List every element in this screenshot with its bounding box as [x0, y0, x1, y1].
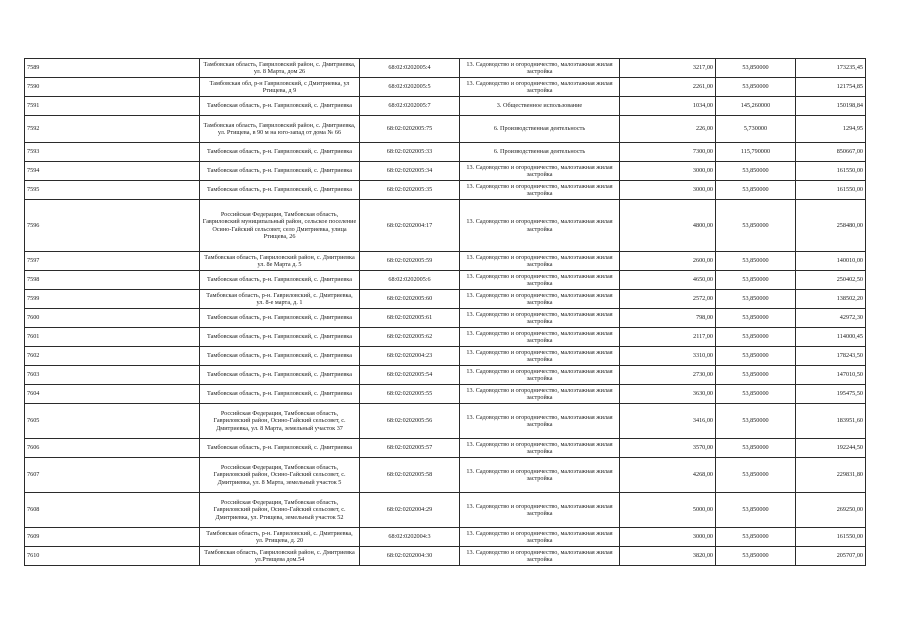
cadastral-value-cell: 192244,50 [796, 439, 866, 458]
cadastral-number-cell: 68:02:0202004:29 [360, 493, 460, 528]
cadastral-value-cell: 195475,50 [796, 385, 866, 404]
cadastral-value-cell: 258480,00 [796, 200, 866, 252]
specific-value-cell: 53,850000 [716, 439, 796, 458]
land-use-cell: 13. Садоводство и огородничество, малоэтажная жилая застройка [460, 547, 620, 566]
land-use-cell: 13. Садоводство и огородничество, малоэтажная жилая застройка [460, 366, 620, 385]
table-row [25, 78, 866, 97]
land-use-cell: 13. Садоводство и огородничество, малоэтажная жилая застройка [460, 252, 620, 271]
address-cell: Тамбовская область, р-н. Гавриловский, с. Дмитриевка [200, 143, 360, 162]
cadastral-number-cell: 68:02:0202004:23 [360, 347, 460, 366]
specific-value-cell: 5,730000 [716, 116, 796, 143]
address-cell: Тамбовская область, р-н. Гавриловский, с. Дмитриевка [200, 385, 360, 404]
area-cell: 4268,00 [620, 458, 716, 493]
area-cell: 2572,00 [620, 290, 716, 309]
cadastral-value-cell: 138502,20 [796, 290, 866, 309]
cadastral-number-cell: 68:02:0202005:35 [360, 181, 460, 200]
land-use-cell: 13. Садоводство и огородничество, малоэтажная жилая застройка [460, 309, 620, 328]
table-row [25, 347, 866, 366]
land-use-cell: 13. Садоводство и огородничество, малоэтажная жилая застройка [460, 59, 620, 78]
address-cell: Тамбовская область, р-н. Гавриловский, с. Дмитриевка, ул. Ртищева, д. 20 [200, 528, 360, 547]
area-cell: 2600,00 [620, 252, 716, 271]
address-cell: Тамбовская область, р-н. Гавриловский, с. Дмитриевка [200, 328, 360, 347]
land-use-cell: 13. Садоводство и огородничество, малоэтажная жилая застройка [460, 200, 620, 252]
table-row [25, 493, 866, 528]
area-cell: 4800,00 [620, 200, 716, 252]
specific-value-cell: 53,850000 [716, 200, 796, 252]
address-cell: Тамбовская область, р-н. Гавриловский, с. Дмитриевка [200, 439, 360, 458]
table-row [25, 528, 866, 547]
row-number: 7592 [25, 116, 200, 143]
cadastral-value-cell: 850667,00 [796, 143, 866, 162]
specific-value-cell: 53,850000 [716, 181, 796, 200]
specific-value-cell: 53,850000 [716, 78, 796, 97]
land-use-cell: 13. Садоводство и огородничество, малоэтажная жилая застройка [460, 528, 620, 547]
land-use-cell: 13. Садоводство и огородничество, малоэтажная жилая застройка [460, 385, 620, 404]
address-cell: Тамбовская область, р-н. Гавриловский, с. Дмитриевка [200, 97, 360, 116]
specific-value-cell: 53,850000 [716, 271, 796, 290]
area-cell: 5000,00 [620, 493, 716, 528]
row-number: 7605 [25, 404, 200, 439]
cadastral-number-cell: 68:02:0202005:34 [360, 162, 460, 181]
cadastral-number-cell: 68:02:0202005:54 [360, 366, 460, 385]
land-use-cell: 13. Садоводство и огородничество, малоэтажная жилая застройка [460, 404, 620, 439]
land-use-cell: 6. Производственная деятельность [460, 143, 620, 162]
specific-value-cell: 53,850000 [716, 528, 796, 547]
specific-value-cell: 53,850000 [716, 404, 796, 439]
cadastral-number-cell: 68:02:0202005:75 [360, 116, 460, 143]
table-row [25, 97, 866, 116]
register-table-body [25, 59, 866, 566]
land-use-cell: 13. Садоводство и огородничество, малоэтажная жилая застройка [460, 290, 620, 309]
area-cell: 2117,00 [620, 328, 716, 347]
row-number: 7607 [25, 458, 200, 493]
row-number: 7596 [25, 200, 200, 252]
cadastral-number-cell: 68:02:0202004:3 [360, 528, 460, 547]
table-row [25, 458, 866, 493]
table-row [25, 309, 866, 328]
specific-value-cell: 53,850000 [716, 59, 796, 78]
cadastral-value-cell: 229831,80 [796, 458, 866, 493]
specific-value-cell: 115,790000 [716, 143, 796, 162]
table-row [25, 271, 866, 290]
address-cell: Тамбовская область, Гавриловский район, с. Дмитриевка ул. 8е Марта д. 5 [200, 252, 360, 271]
row-number: 7598 [25, 271, 200, 290]
cadastral-number-cell: 68:02:0202005:59 [360, 252, 460, 271]
table-row [25, 404, 866, 439]
specific-value-cell: 53,850000 [716, 252, 796, 271]
area-cell: 1034,00 [620, 97, 716, 116]
land-use-cell: 13. Садоводство и огородничество, малоэтажная жилая застройка [460, 78, 620, 97]
cadastral-number-cell: 68:02:0202005:33 [360, 143, 460, 162]
cadastral-value-cell: 42972,30 [796, 309, 866, 328]
land-use-cell: 13. Садоводство и огородничество, малоэтажная жилая застройка [460, 328, 620, 347]
table-row [25, 328, 866, 347]
cadastral-value-cell: 161550,00 [796, 162, 866, 181]
row-number: 7595 [25, 181, 200, 200]
area-cell: 3820,00 [620, 547, 716, 566]
land-use-cell: 13. Садоводство и огородничество, малоэтажная жилая застройка [460, 439, 620, 458]
table-row [25, 290, 866, 309]
address-cell: Российская Федерация, Тамбовская область, Гавриловский муниципальный район, сельское поселение Осино-Гайский сельсовет, село Дмитриевка, улица Ртищева, 26 [200, 200, 360, 252]
land-use-cell: 13. Садоводство и огородничество, малоэтажная жилая застройка [460, 347, 620, 366]
area-cell: 4650,00 [620, 271, 716, 290]
land-register-table [24, 58, 866, 566]
area-cell: 3217,00 [620, 59, 716, 78]
address-cell: Тамбовская обл, р-н Гавриловский, с Дмитриевка, ул Ртищева, д 9 [200, 78, 360, 97]
row-number: 7604 [25, 385, 200, 404]
cadastral-number-cell: 68:02:0202005:60 [360, 290, 460, 309]
table-row [25, 162, 866, 181]
cadastral-value-cell: 173235,45 [796, 59, 866, 78]
table-row [25, 385, 866, 404]
row-number: 7600 [25, 309, 200, 328]
area-cell: 3000,00 [620, 162, 716, 181]
table-row [25, 59, 866, 78]
table-row [25, 181, 866, 200]
cadastral-number-cell: 68:02:0202005:55 [360, 385, 460, 404]
address-cell: Тамбовская область, р-н. Гавриловский, с. Дмитриевка, ул. 8-е марта, д. 1 [200, 290, 360, 309]
row-number: 7608 [25, 493, 200, 528]
cadastral-number-cell: 68:02:0202005:56 [360, 404, 460, 439]
address-cell: Тамбовская область, Гавриловский район, с. Дмитриевка ул.Ртищева дом.54 [200, 547, 360, 566]
address-cell: Тамбовская область, Гавриловский район, с. Дмитриевка, ул. Ртищева, в 90 м на юго-запад от дома № 66 [200, 116, 360, 143]
cadastral-value-cell: 140010,00 [796, 252, 866, 271]
area-cell: 3630,00 [620, 385, 716, 404]
cadastral-value-cell: 147010,50 [796, 366, 866, 385]
table-row [25, 439, 866, 458]
cadastral-number-cell: 68:02:0202005:62 [360, 328, 460, 347]
address-cell: Тамбовская область, р-н. Гавриловский, с. Дмитриевка [200, 347, 360, 366]
row-number: 7610 [25, 547, 200, 566]
cadastral-value-cell: 183951,60 [796, 404, 866, 439]
area-cell: 3416,00 [620, 404, 716, 439]
row-number: 7599 [25, 290, 200, 309]
row-number: 7606 [25, 439, 200, 458]
land-use-cell: 13. Садоводство и огородничество, малоэтажная жилая застройка [460, 493, 620, 528]
cadastral-value-cell: 121754,85 [796, 78, 866, 97]
land-use-cell: 13. Садоводство и огородничество, малоэтажная жилая застройка [460, 271, 620, 290]
specific-value-cell: 53,850000 [716, 347, 796, 366]
cadastral-number-cell: 68:02:0202004:30 [360, 547, 460, 566]
row-number: 7589 [25, 59, 200, 78]
address-cell: Тамбовская область, р-н. Гавриловский, с. Дмитриевка [200, 309, 360, 328]
cadastral-number-cell: 68:02:0202005:61 [360, 309, 460, 328]
address-cell: Тамбовская область, р-н. Гавриловский, с. Дмитриевка [200, 162, 360, 181]
cadastral-number-cell: 68:02:0202004:17 [360, 200, 460, 252]
cadastral-number-cell: 68:02:0202005:5 [360, 78, 460, 97]
land-use-cell: 3. Общественное использование [460, 97, 620, 116]
cadastral-number-cell: 68:02:0202005:4 [360, 59, 460, 78]
cadastral-value-cell: 178243,50 [796, 347, 866, 366]
address-cell: Российская Федерация, Тамбовская область, Гавриловский район, Осино-Гайский сельсовет, с. Дмитриевка, ул. Ртищева, земельный участок 52 [200, 493, 360, 528]
cadastral-number-cell: 68:02:0202005:58 [360, 458, 460, 493]
row-number: 7594 [25, 162, 200, 181]
cadastral-value-cell: 1294,95 [796, 116, 866, 143]
area-cell: 2730,00 [620, 366, 716, 385]
cadastral-value-cell: 250402,50 [796, 271, 866, 290]
row-number: 7601 [25, 328, 200, 347]
address-cell: Тамбовская область, р-н. Гавриловский, с. Дмитриевка [200, 181, 360, 200]
cadastral-number-cell: 68:02:0202005:57 [360, 439, 460, 458]
table-row [25, 200, 866, 252]
specific-value-cell: 53,850000 [716, 366, 796, 385]
row-number: 7590 [25, 78, 200, 97]
area-cell: 2261,00 [620, 78, 716, 97]
table-row [25, 143, 866, 162]
cadastral-value-cell: 161550,00 [796, 181, 866, 200]
specific-value-cell: 53,850000 [716, 290, 796, 309]
area-cell: 3310,00 [620, 347, 716, 366]
area-cell: 798,00 [620, 309, 716, 328]
address-cell: Тамбовская область, Гавриловский район, с. Дмитриевка, ул. 8 Марта, дом 26 [200, 59, 360, 78]
cadastral-number-cell: 68:02:0202005:7 [360, 97, 460, 116]
land-use-cell: 13. Садоводство и огородничество, малоэтажная жилая застройка [460, 458, 620, 493]
row-number: 7591 [25, 97, 200, 116]
cadastral-number-cell: 68:02:0202005:6 [360, 271, 460, 290]
area-cell: 7300,00 [620, 143, 716, 162]
area-cell: 3000,00 [620, 528, 716, 547]
specific-value-cell: 145,260000 [716, 97, 796, 116]
specific-value-cell: 53,850000 [716, 458, 796, 493]
specific-value-cell: 53,850000 [716, 309, 796, 328]
row-number: 7597 [25, 252, 200, 271]
table-row [25, 116, 866, 143]
land-use-cell: 13. Садоводство и огородничество, малоэтажная жилая застройка [460, 181, 620, 200]
table-row [25, 252, 866, 271]
area-cell: 3000,00 [620, 181, 716, 200]
land-use-cell: 6. Производственная деятельность [460, 116, 620, 143]
address-cell: Тамбовская область, р-н. Гавриловский, с. Дмитриевка [200, 271, 360, 290]
address-cell: Тамбовская область, р-н. Гавриловский, с. Дмитриевка [200, 366, 360, 385]
cadastral-value-cell: 269250,00 [796, 493, 866, 528]
cadastral-value-cell: 161550,00 [796, 528, 866, 547]
area-cell: 3570,00 [620, 439, 716, 458]
specific-value-cell: 53,850000 [716, 385, 796, 404]
specific-value-cell: 53,850000 [716, 162, 796, 181]
row-number: 7609 [25, 528, 200, 547]
row-number: 7602 [25, 347, 200, 366]
row-number: 7593 [25, 143, 200, 162]
table-row [25, 366, 866, 385]
row-number: 7603 [25, 366, 200, 385]
specific-value-cell: 53,850000 [716, 493, 796, 528]
table-row [25, 547, 866, 566]
specific-value-cell: 53,850000 [716, 547, 796, 566]
cadastral-value-cell: 205707,00 [796, 547, 866, 566]
land-use-cell: 13. Садоводство и огородничество, малоэтажная жилая застройка [460, 162, 620, 181]
specific-value-cell: 53,850000 [716, 328, 796, 347]
area-cell: 226,00 [620, 116, 716, 143]
address-cell: Российская Федерация, Тамбовская область, Гавриловский район, Осино-Гайский сельсовет, с. Дмитриевка, ул. 8 Марта, земельный участок 37 [200, 404, 360, 439]
cadastral-value-cell: 114000,45 [796, 328, 866, 347]
cadastral-value-cell: 150198,84 [796, 97, 866, 116]
address-cell: Российская Федерация, Тамбовская область, Гавриловский район, Осино-Гайский сельсовет, с. Дмитриевка, ул. 8 Марта, земельный участок 5 [200, 458, 360, 493]
